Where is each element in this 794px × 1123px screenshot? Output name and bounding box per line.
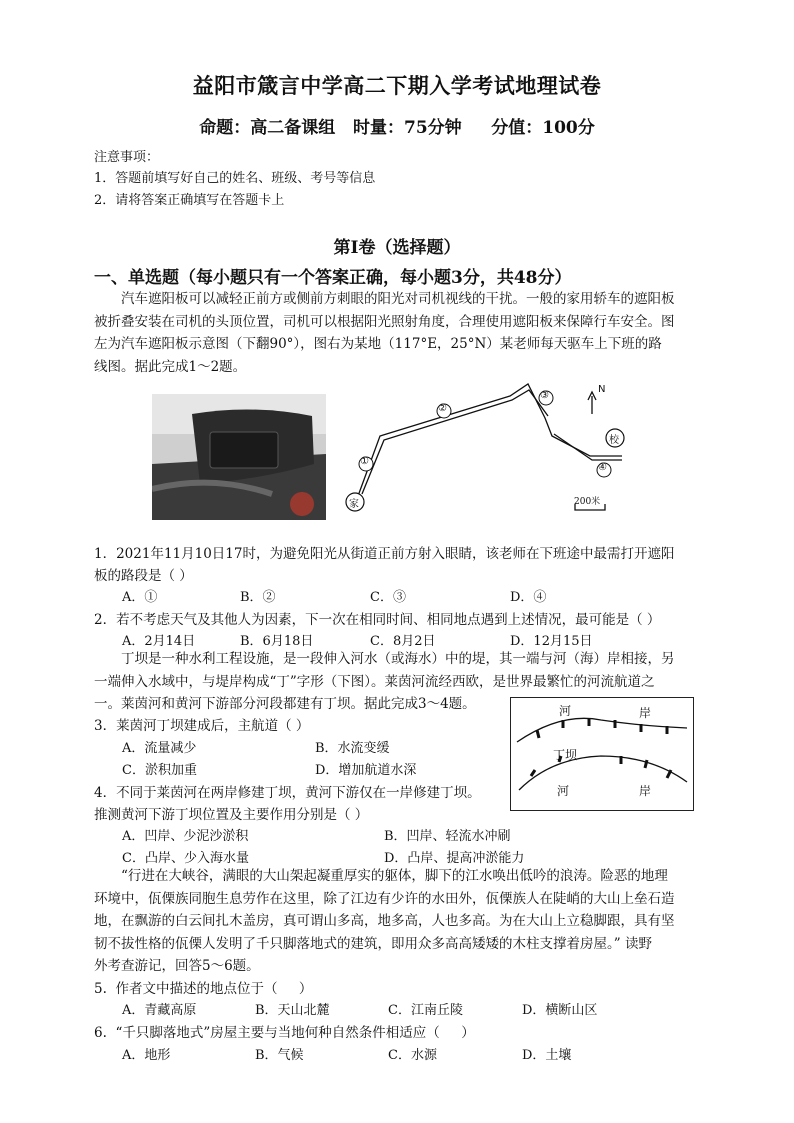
question-6-option-d[interactable]: D．土壤: [522, 1048, 572, 1063]
passage-1: [94, 288, 698, 378]
passage-2-line: 一。莱茵河和黄河下游部分河段都建有丁坝。据此完成3～4题。: [94, 696, 476, 712]
passage-3-line: “行进在大峡谷，满眼的大山架起凝重厚实的躯体，脚下的江水唤出低吟的浪涛。险恶的地理: [121, 868, 668, 884]
north-arrow-label: N: [598, 384, 606, 395]
question-4-stem: 4．不同于莱茵河在两岸修建丁坝，黄河下游仅在一岸修建丁坝。: [94, 785, 481, 801]
school-label: 校: [609, 435, 619, 446]
question-1-option-a[interactable]: A．①: [122, 590, 158, 605]
diagram-label-river-top: 河: [559, 704, 572, 718]
passage-3-line: 环境中，佤傈族同胞生息劳作在这里，除了江边有少许的水田外，佤傈族人在陡峭的大山上垒石造: [94, 890, 675, 907]
notice-item-1: 1．答题前填写好自己的姓名、班级、考号等信息: [94, 171, 376, 186]
section-title: 第Ⅰ卷（选择题）: [333, 238, 461, 258]
passage-1-line: 被折叠安装在司机的头顶位置，司机可以根据阳光照射角度，合理使用遮阳板来保障行车安全。图: [94, 313, 675, 330]
diagram-label-bank-top: 岸: [639, 706, 652, 720]
question-2-option-c[interactable]: C．8月2日: [370, 634, 436, 649]
question-5-option-c[interactable]: C．江南丘陵: [388, 1003, 463, 1018]
question-1-option-c[interactable]: C．③: [370, 590, 406, 605]
diagram-label-river-bottom: 河: [557, 784, 570, 798]
question-3-option-c[interactable]: C．淤积加重: [122, 763, 197, 778]
question-2-stem: 2．若不考虑天气及其他人为因素，下一次在相同时间、相同地点遇到上述情况，最可能是（ ）: [94, 612, 661, 628]
passage-3-line: 外考查游记，回答5～6题。: [94, 958, 260, 974]
diagram-label-groyne: 丁坝: [553, 748, 578, 762]
question-4-option-d[interactable]: D．凸岸、提高冲淤能力: [384, 851, 525, 866]
passage-2-line: 丁坝是一种水利工程设施，是一段伸入河水（或海水）中的堤，其一端与河（海）岸相接，另: [121, 651, 675, 667]
passage-1-line: 线图。据此完成1～2题。: [94, 358, 247, 375]
question-5-option-a[interactable]: A．青藏高原: [122, 1003, 197, 1018]
question-2-option-d[interactable]: D．12月15日: [510, 634, 593, 649]
question-1-option-d[interactable]: D．④: [510, 590, 547, 605]
passage-3-line: 地，在飘游的白云间扎木盖房，真可谓山多高，地多高，人也多高。为在大山上立稳脚跟，具有坚: [94, 913, 675, 929]
question-1-stem: 1．2021年11月10日17时，为避免阳光从街道正前方射入眼睛，该老师在下班途中最需打开遮阳: [94, 546, 675, 562]
route-map: [340, 378, 640, 518]
question-3-option-a[interactable]: A．流量减少: [122, 741, 197, 756]
question-4-option-c[interactable]: C．凸岸、少入海水量: [122, 851, 249, 866]
question-6-option-a[interactable]: A．地形: [122, 1048, 171, 1063]
route-segment-2-label: ②: [438, 403, 447, 414]
question-6-option-b[interactable]: B．气候: [255, 1048, 304, 1063]
route-segment-1-label: ①: [360, 456, 369, 467]
question-1-option-b[interactable]: B．②: [240, 590, 276, 605]
exam-subtitle: 命题：高二备课组 时量：75分钟 分值：100分: [199, 118, 595, 138]
notice-label: 注意事项：: [94, 150, 160, 165]
question-4-option-b[interactable]: B．凹岸、轻流水冲刷: [384, 829, 511, 844]
exam-title: 益阳市箴言中学高二下期入学考试地理试卷: [192, 73, 602, 98]
question-2-option-a[interactable]: A．2月14日: [122, 634, 196, 649]
question-4-stem-cont: 推测黄河下游丁坝位置及主要作用分别是（ ）: [94, 807, 369, 823]
question-5-option-d[interactable]: D．横断山区: [522, 1003, 598, 1018]
question-3-option-b[interactable]: B．水流变缓: [315, 741, 390, 756]
question-5-option-b[interactable]: B．天山北麓: [255, 1003, 330, 1018]
route-segment-4-label: ④: [598, 462, 607, 473]
diagram-label-bank-bottom: 岸: [639, 784, 652, 798]
notice-item-2: 2．请将答案正确填写在答题卡上: [94, 193, 285, 208]
question-6-option-c[interactable]: C．水源: [388, 1048, 437, 1063]
scale-label: 200米: [574, 497, 601, 507]
sun-visor-photo: [152, 394, 326, 520]
part-one-heading: 一、单选题（每小题只有一个答案正确，每小题3分，共48分）: [94, 268, 572, 288]
route-segment-3-label: ③: [540, 390, 549, 401]
question-1-stem-cont: 板的路段是（ ）: [94, 568, 193, 584]
question-5-stem: 5. 作者文中描述的地点位于（ ）: [94, 981, 313, 997]
question-3-option-d[interactable]: D．增加航道水深: [315, 763, 417, 778]
question-4-option-a[interactable]: A．凹岸、少泥沙淤积: [122, 829, 249, 844]
passage-2-line: 一端伸入水域中，与堤岸构成“丁”字形（下图）。莱茵河流经西欧，是世界最繁忙的河流航道之: [94, 673, 655, 690]
passage-1-line: 汽车遮阳板可以减轻正前方或侧前方刺眼的阳光对司机视线的干扰。一般的家用轿车的遮阳板: [121, 291, 675, 307]
passage-1-line: 左为汽车遮阳板示意图（下翻90°），图右为某地（117°E，25°N）某老师每天驱车上下班的路: [94, 336, 662, 352]
groyne-diagram: [510, 697, 694, 811]
passage-3-line: 韧不拔性格的佤傈人发明了千只脚落地式的建筑，即用众多高高矮矮的木柱支撑着房屋。” 读野: [94, 935, 652, 952]
home-label: 家: [349, 499, 359, 510]
question-6-stem: 6. “千只脚落地式”房屋主要与当地何种自然条件相适应（ ）: [94, 1025, 475, 1041]
question-2-option-b[interactable]: B．6月18日: [240, 634, 314, 649]
question-3-stem: 3．莱茵河丁坝建成后，主航道（ ）: [94, 718, 310, 734]
passage-3: [94, 865, 698, 978]
